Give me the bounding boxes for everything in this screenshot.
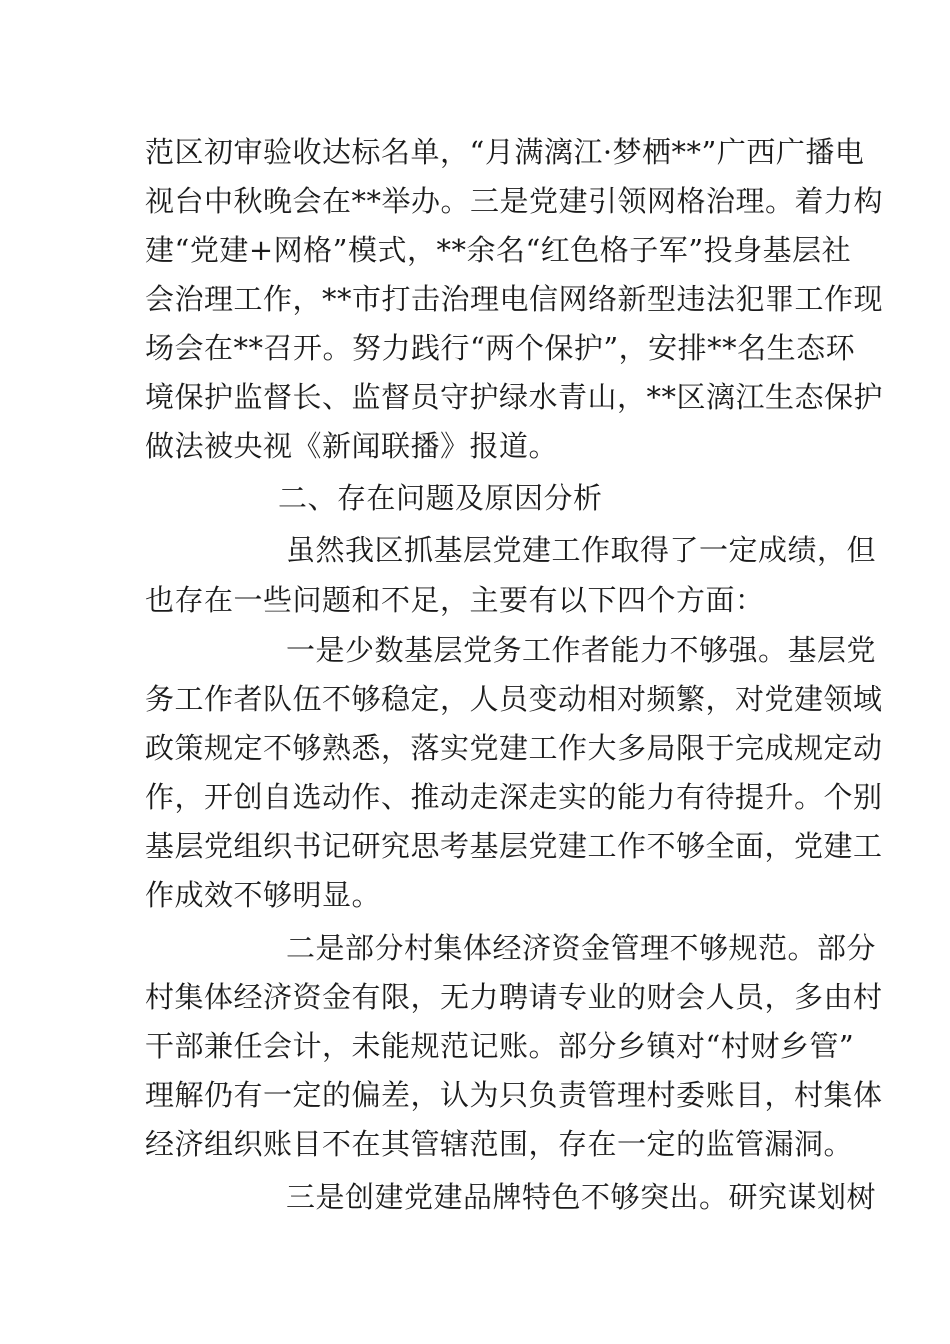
paragraph-start-point-2: 二是部分村集体经济资金管理不够规范。部分	[286, 931, 877, 965]
text-line-2: 视台中秋晚会在**举办。三是党建引领网格治理。着力构	[145, 184, 884, 218]
paragraph-start-point-1: 一是少数基层党务工作者能力不够强。基层党	[286, 633, 877, 667]
text-line-12: 务工作者队伍不够稳定，人员变动相对频繁，对党建领域	[145, 682, 883, 716]
text-line-13: 政策规定不够熟悉，落实党建工作大多局限于完成规定动	[145, 731, 883, 765]
text-line-18: 村集体经济资金有限，无力聘请专业的财会人员，多由村	[145, 980, 883, 1014]
paragraph-start-point-3: 三是创建党建品牌特色不够突出。研究谋划树	[286, 1180, 877, 1214]
text-line-5: 场会在**召开。努力践行“两个保护”，安排**名生态环	[145, 331, 856, 365]
text-line-19: 干部兼任会计，未能规范记账。部分乡镇对“村财乡管”	[145, 1029, 855, 1063]
text-line-7: 做法被央视《新闻联播》报道。	[145, 429, 559, 463]
text-line-1: 范区初审验收达标名单，“月满漓江·梦栖**”广西广播电	[145, 135, 865, 169]
text-line-20: 理解仍有一定的偏差，认为只负责管理村委账目，村集体	[145, 1078, 883, 1112]
text-line-14: 作，开创自选动作、推动走深走实的能力有待提升。个别	[145, 780, 883, 814]
text-line-3: 建“党建+网格”模式，**余名“红色格子军”投身基层社	[145, 233, 852, 267]
paragraph-start-intro: 虽然我区抓基层党建工作取得了一定成绩，但	[286, 533, 877, 567]
text-line-6: 境保护监督长、监督员守护绿水青山，**区漓江生态保护	[145, 380, 884, 414]
text-line-4: 会治理工作，**市打击治理电信网络新型违法犯罪工作现	[145, 282, 884, 316]
section-heading: 二、存在问题及原因分析	[278, 481, 603, 515]
text-line-10: 也存在一些问题和不足，主要有以下四个方面：	[145, 583, 765, 617]
text-line-16: 作成效不够明显。	[145, 878, 382, 912]
text-line-15: 基层党组织书记研究思考基层党建工作不够全面，党建工	[145, 829, 883, 863]
text-line-21: 经济组织账目不在其管辖范围，存在一定的监管漏洞。	[145, 1127, 854, 1161]
